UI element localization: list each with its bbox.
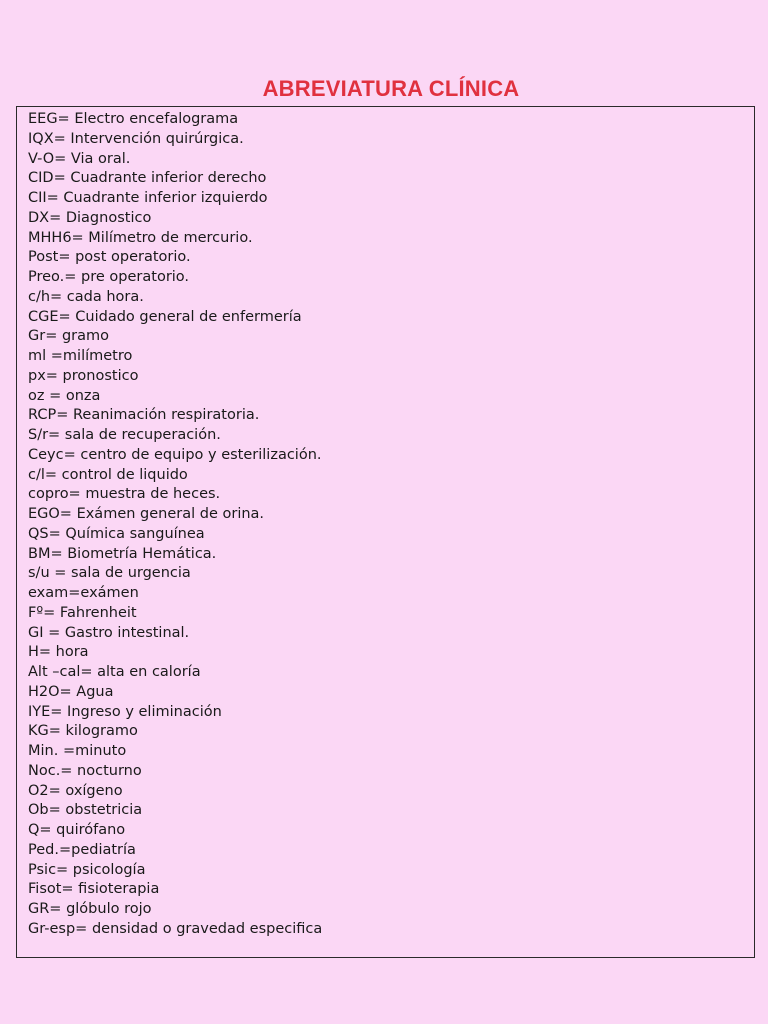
abbreviation-entry: s/u = sala de urgencia (28, 565, 191, 582)
abbreviation-entry: Post= post operatorio. (28, 249, 191, 266)
abbreviation-entry: copro= muestra de heces. (28, 486, 221, 503)
abbreviation-box (16, 106, 755, 958)
abbreviation-entry: c/h= cada hora. (28, 288, 144, 305)
abbreviation-entry: DX= Diagnostico (28, 209, 152, 226)
abbreviation-entry: H= hora (28, 644, 89, 661)
abbreviation-entry: exam=exámen (28, 585, 139, 601)
abbreviation-entry: c/l= control de liquido (28, 466, 188, 483)
abbreviation-entry: IQX= Intervención quirúrgica. (28, 130, 244, 147)
page-title: ABREVIATURA CLÍNICA (262, 76, 520, 101)
abbreviation-entry: Psic= psicología (28, 861, 146, 878)
abbreviation-entry: Q= quirófano (28, 822, 126, 838)
abbreviation-entry: Preo.= pre operatorio. (28, 269, 190, 285)
abbreviation-entry: Alt –cal= alta en caloría (28, 664, 201, 680)
abbreviation-entry: O2= oxígeno (28, 782, 123, 799)
abbreviation-entry: Ob= obstetricia (28, 802, 143, 819)
abbreviation-entry: CID= Cuadrante inferior derecho (28, 170, 267, 187)
abbreviation-entry: EGO= Exámen general de orina. (28, 506, 265, 522)
abbreviation-entry: Noc.= nocturno (28, 762, 142, 779)
abbreviation-entry: Fº= Fahrenheit (28, 604, 137, 621)
abbreviation-entry: EEG= Electro encefalograma (28, 111, 239, 127)
abbreviation-entry: Ped.=pediatría (28, 841, 136, 858)
abbreviation-entry: V-O= Via oral. (28, 150, 131, 167)
abbreviation-entry: Ceyc= centro de equipo y esterilización. (28, 446, 322, 463)
abbreviation-entry: KG= kilogramo (28, 723, 138, 740)
abbreviation-entry: CII= Cuadrante inferior izquierdo (28, 190, 268, 206)
abbreviation-entry: GR= glóbulo rojo (28, 901, 152, 917)
abbreviation-entry: QS= Química sanguínea (28, 525, 205, 542)
abbreviation-entry: RCP= Reanimación respiratoria. (28, 407, 260, 424)
abbreviation-entry: Min. =minuto (28, 743, 127, 759)
abbreviation-entry: Gr= gramo (28, 328, 110, 345)
abbreviation-entry: oz = onza (28, 387, 101, 404)
abbreviation-entry: MHH6= Milímetro de mercurio. (28, 229, 253, 246)
abbreviation-list (28, 110, 322, 940)
abbreviation-entry: Gr-esp= densidad o gravedad especifica (28, 920, 323, 937)
abbreviation-entry: IYE= Ingreso y eliminación (28, 703, 222, 720)
abbreviation-entry: GI = Gastro intestinal. (28, 624, 190, 641)
abbreviation-entry: H2O= Agua (28, 683, 114, 700)
abbreviation-entry: BM= Biometría Hemática. (28, 545, 217, 562)
abbreviation-entry: S/r= sala de recuperación. (28, 427, 221, 443)
abbreviation-entry: px= pronostico (28, 367, 139, 384)
abbreviation-entry: ml =milímetro (28, 348, 133, 364)
abbreviation-entry: Fisot= fisioterapia (28, 881, 160, 898)
abbreviation-entry: CGE= Cuidado general de enfermería (28, 308, 302, 325)
